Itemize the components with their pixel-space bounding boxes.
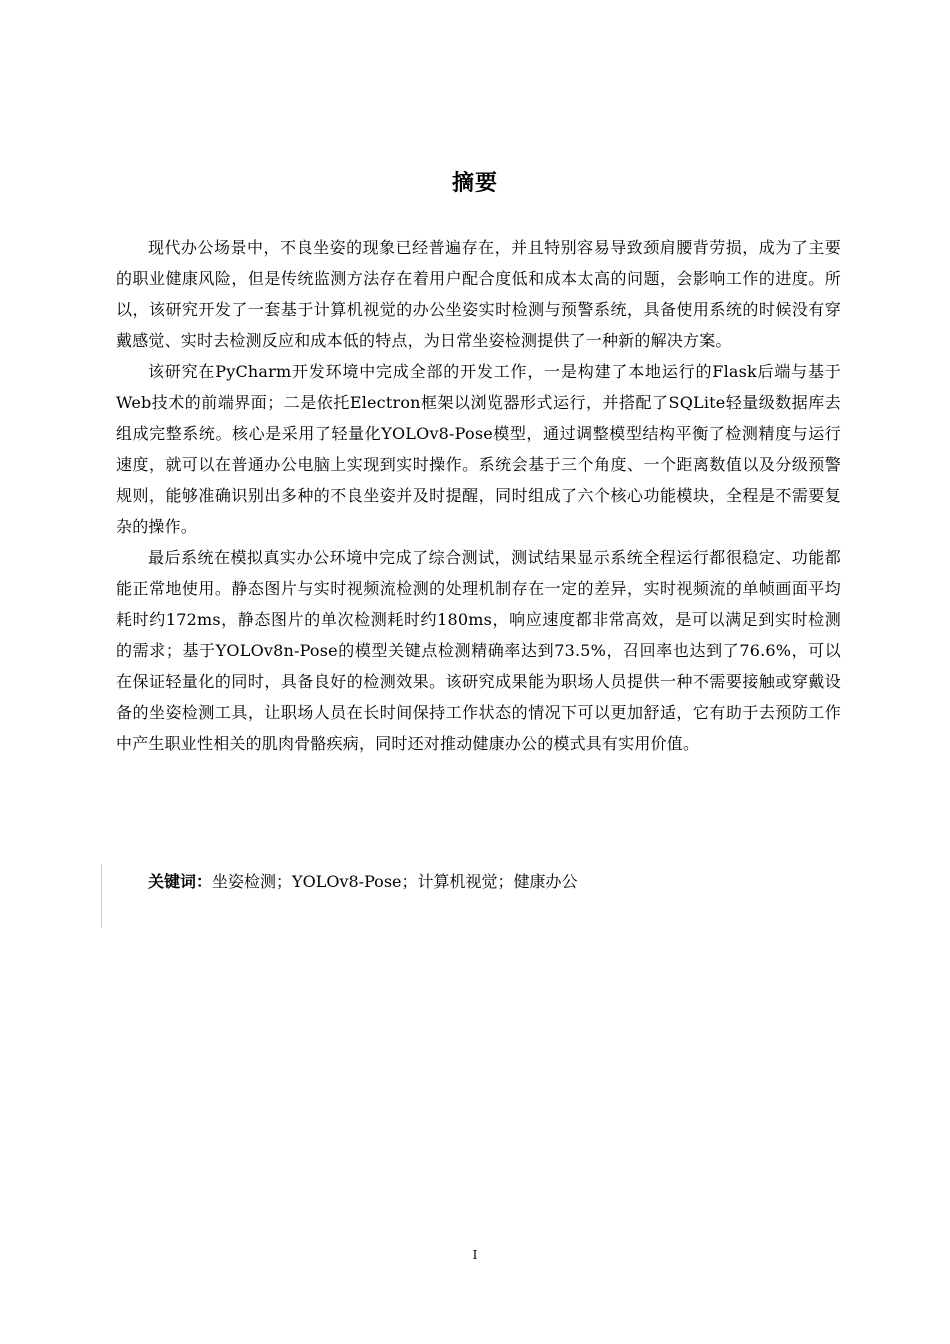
keywords-text: 坐姿检测；YOLOv8-Pose；计算机视觉；健康办公 [212, 872, 578, 891]
abstract-paragraph-3: 最后系统在模拟真实办公环境中完成了综合测试，测试结果显示系统全程运行都很稳定、功能都能正常地使用。静态图片与实时视频流检测的处理机制存在一定的差异，实时视频流的单帧画面平均耗时约172ms，静态图片的单次检测耗时约180ms，响应速度都非常高效，是可以满足到实时检测的需求；基于YOLOv8n-Pose的模型关键点检测精确率达到73.5%，召回率也达到了76.6%，可以在保证轻量化的同时，具备良好的检测效果。该研究成果能为职场人员提供一种不需要接触或穿戴设备的坐姿检测工具，让职场人员在长时间保持工作状态的情况下可以更加舒适，它有助于去预防工作中产生职业性相关的肌肉骨骼疾病，同时还对推动健康办公的模式具有实用价值。 [116, 548, 841, 753]
abstract-paragraph-2: 该研究在PyCharm开发环境中完成全部的开发工作，一是构建了本地运行的Flask后端与基于Web技术的前端界面；二是依托Electron框架以浏览器形式运行，并搭配了SQLite轻量级数据库去组成完整系统。核心是采用了轻量化YOLOv8-Pose模型，通过调整模型结构平衡了检测精度与运行速度，就可以在普通办公电脑上实现到实时操作。系统会基于三个角度、一个距离数值以及分级预警规则，能够准确识别出多种的不良坐姿并及时提醒，同时组成了六个核心功能模块，全程是不需要复杂的操作。 [116, 362, 841, 536]
keywords-label: 关键词： [148, 872, 213, 891]
page-number: I [472, 1248, 478, 1262]
keywords-line [148, 870, 578, 894]
keywords-block [101, 864, 578, 928]
page-title: 摘要 [451, 171, 498, 196]
abstract-paragraph-1: 现代办公场景中，不良坐姿的现象已经普遍存在，并且特别容易导致颈肩腰背劳损，成为了主要的职业健康风险，但是传统监测方法存在着用户配合度低和成本太高的问题，会影响工作的进度。所以，该研究开发了一套基于计算机视觉的办公坐姿实时检测与预警系统，具备使用系统的时候没有穿戴感觉、实时去检测反应和成本低的特点，为日常坐姿检测提供了一种新的解决方案。 [116, 238, 841, 350]
abstract-body [116, 232, 841, 759]
